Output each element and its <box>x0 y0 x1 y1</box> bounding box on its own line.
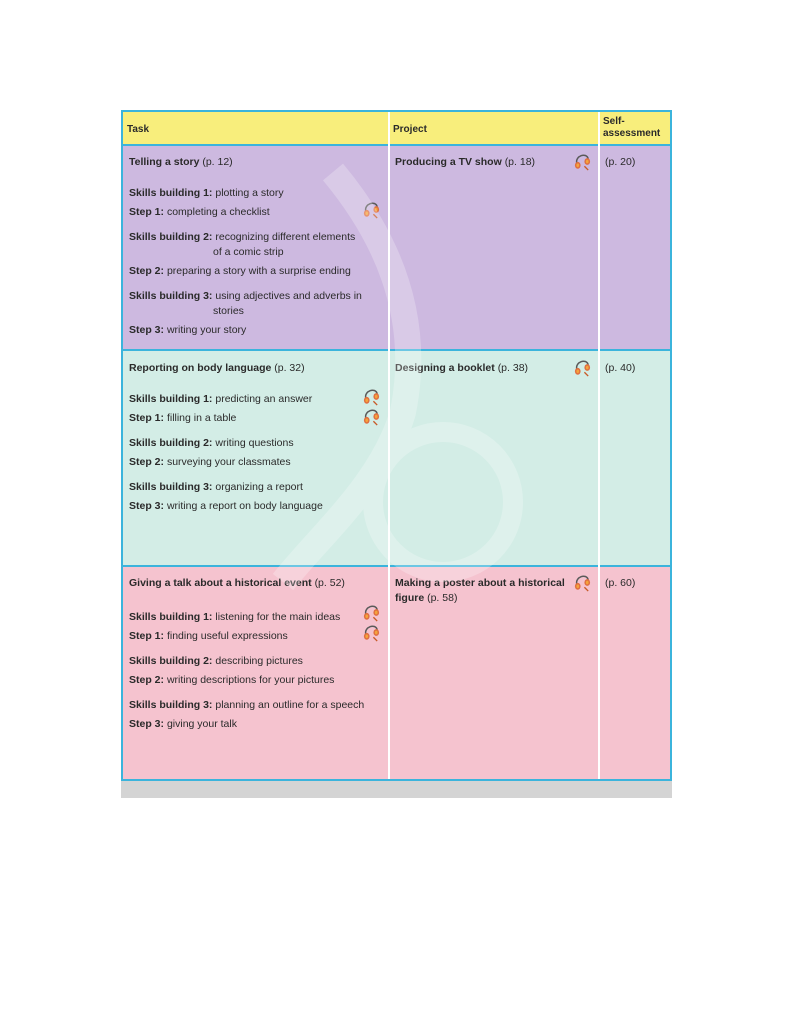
item-label: Step 1: <box>129 412 165 424</box>
project-page: (p. 38) <box>497 362 529 374</box>
item-text: planning an outline for a speech <box>215 699 365 711</box>
item-label: Skills building 1: <box>129 393 213 405</box>
item-text: writing your story <box>166 324 247 336</box>
task-title: Telling a story <box>129 156 200 168</box>
background-watermark <box>123 112 670 779</box>
item-label: Skills building 3: <box>129 481 213 493</box>
item-text: completing a checklist <box>166 206 270 218</box>
item-text: surveying your classmates <box>166 456 291 468</box>
item-text: organizing a report <box>215 481 303 493</box>
item-label: Step 2: <box>129 265 165 277</box>
item-text: giving your talk <box>166 718 237 730</box>
item-label: Skills building 1: <box>129 187 213 199</box>
self-assessment-page: (p. 20) <box>605 156 636 168</box>
self-assessment-page: (p. 60) <box>605 577 636 589</box>
header-task: Task <box>127 124 150 135</box>
item-label: Step 2: <box>129 674 165 686</box>
item-label: Skills building 2: <box>129 231 213 243</box>
task-title: Giving a talk about a historical event <box>129 577 312 589</box>
item-text: filling in a table <box>166 412 237 424</box>
project-title-continued: figure <box>395 592 425 604</box>
item-text: preparing a story with a surprise ending <box>166 265 351 277</box>
item-text: writing descriptions for your pictures <box>166 674 335 686</box>
item-label: Skills building 1: <box>129 611 213 623</box>
project-title: Producing a TV show <box>395 156 502 168</box>
item-text: writing a report on body language <box>166 500 323 512</box>
item-text: using adjectives and adverbs in <box>215 290 362 302</box>
item-text: recognizing different elements <box>215 231 356 243</box>
task-page: (p. 52) <box>314 577 345 589</box>
item-label: Skills building 2: <box>129 655 213 667</box>
task-page: (p. 32) <box>274 362 305 374</box>
header-project: Project <box>393 124 427 135</box>
item-text: finding useful expressions <box>166 630 288 642</box>
item-label: Step 3: <box>129 718 165 730</box>
project-page: (p. 58) <box>427 592 458 604</box>
item-text: listening for the main ideas <box>215 611 341 623</box>
task-title: Reporting on body language <box>129 362 272 374</box>
item-text: writing questions <box>215 437 294 449</box>
column-divider <box>388 112 390 779</box>
table-shadow <box>121 781 672 798</box>
self-assessment-page: (p. 40) <box>605 362 636 374</box>
item-label: Skills building 3: <box>129 290 213 302</box>
item-text-continued: stories <box>213 305 244 317</box>
project-title: Designing a booklet <box>395 362 495 374</box>
column-divider <box>598 112 600 779</box>
item-label: Step 1: <box>129 206 165 218</box>
item-label: Step 3: <box>129 500 165 512</box>
item-label: Step 3: <box>129 324 165 336</box>
item-label: Step 2: <box>129 456 165 468</box>
project-title: Making a poster about a historical <box>395 577 565 589</box>
header-self-assessment-line2: assessment <box>603 128 661 139</box>
item-label: Step 1: <box>129 630 165 642</box>
item-text: predicting an answer <box>215 393 313 405</box>
contents-table <box>121 110 672 781</box>
item-label: Skills building 3: <box>129 699 213 711</box>
item-text: describing pictures <box>215 655 303 667</box>
item-text: plotting a story <box>215 187 284 199</box>
project-page: (p. 18) <box>504 156 536 168</box>
item-label: Skills building 2: <box>129 437 213 449</box>
task-page: (p. 12) <box>202 156 233 168</box>
item-text-continued: of a comic strip <box>213 246 284 258</box>
header-self-assessment-line1: Self- <box>603 116 625 127</box>
